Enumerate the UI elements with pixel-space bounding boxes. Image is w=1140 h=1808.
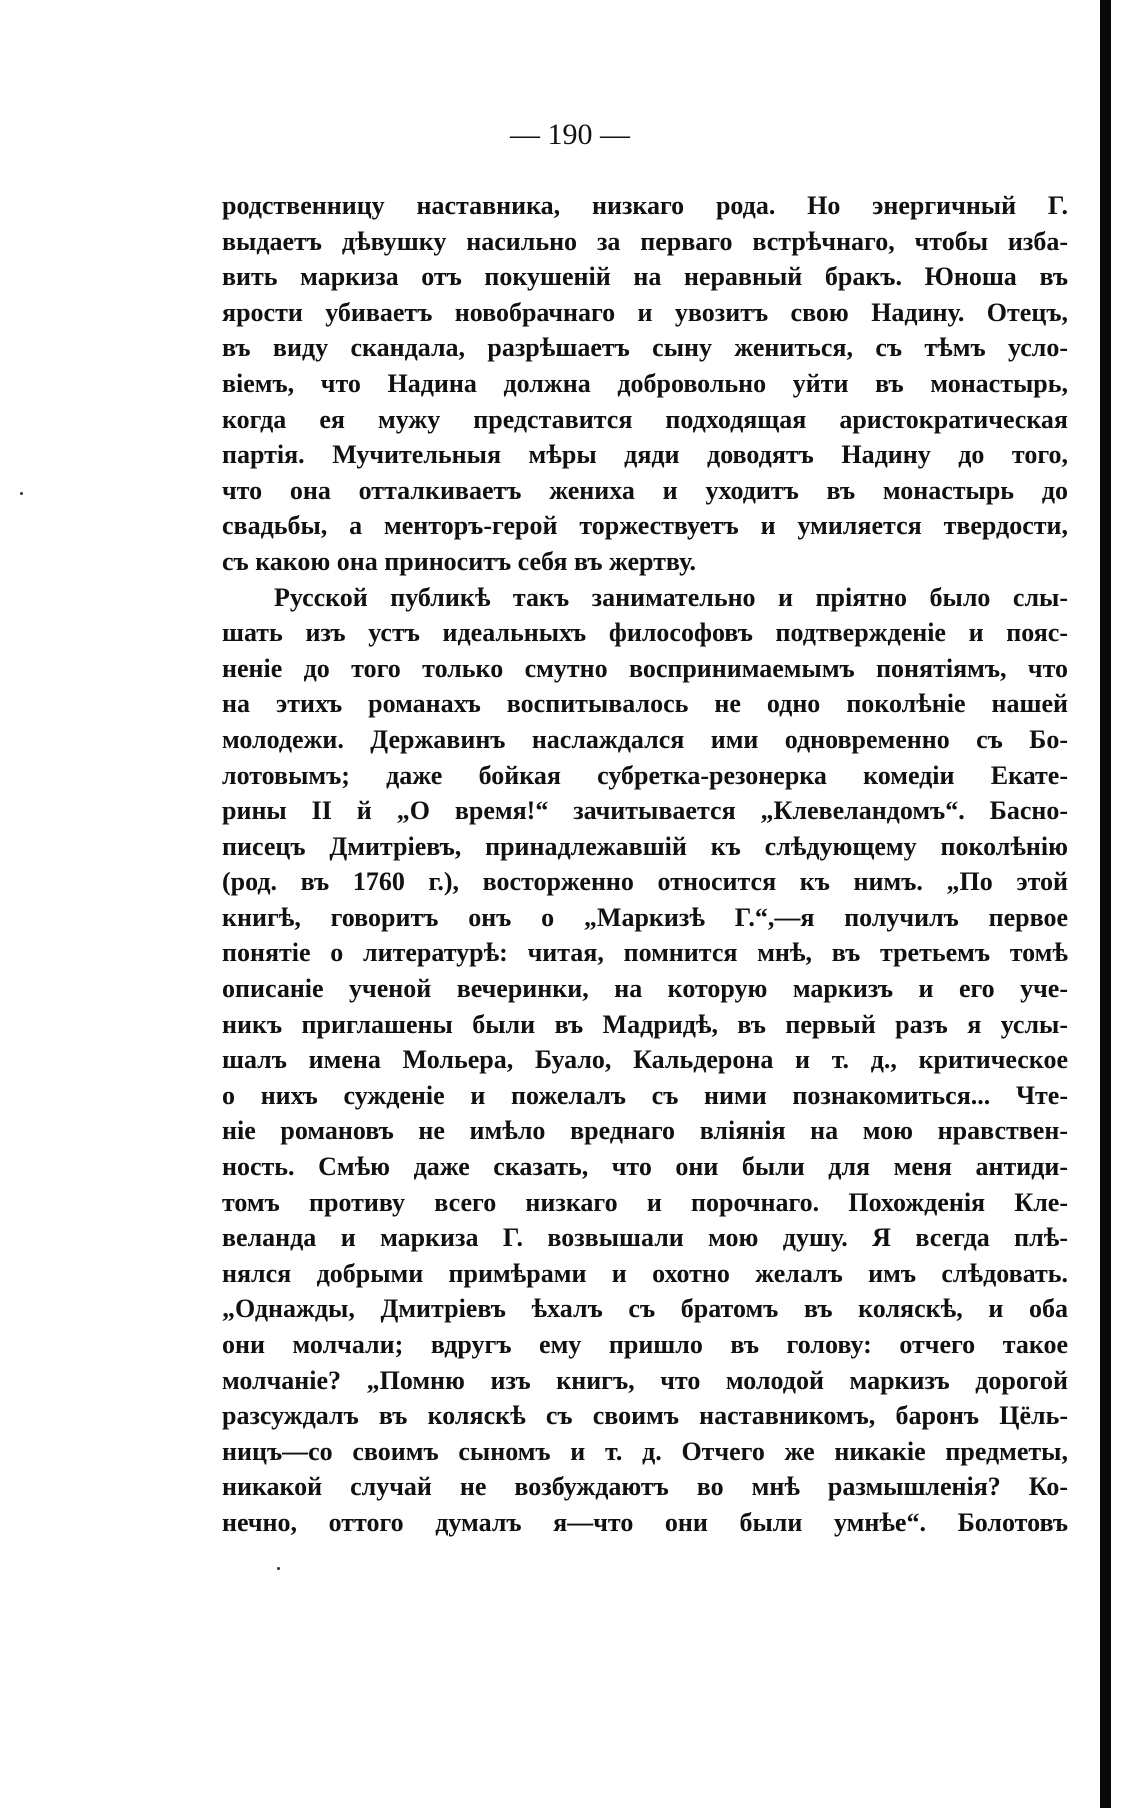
text-line: нечно, оттого думалъ я—что они были умнѣе“. Болотовъ	[222, 1507, 1068, 1537]
scan-edge-shadow	[1100, 0, 1111, 1808]
text-line: въ виду скандала, разрѣшаетъ сыну жениться, съ тѣмъ усло-	[222, 333, 1068, 363]
text-line: о нихъ сужденіе и пожелалъ съ ними познакомиться... Чте-	[222, 1080, 1068, 1110]
text-line: партія. Мучительныя мѣры дяди доводятъ Надину до того,	[222, 440, 1068, 470]
text-line: понятіе о литературѣ: читая, помнится мнѣ, въ третьемъ томѣ	[222, 938, 1068, 968]
text-line: описаніе ученой вечеринки, на которую маркизъ и его уче-	[222, 974, 1068, 1004]
text-line: ность. Смѣю даже сказать, что они были для меня антиди-	[222, 1152, 1068, 1182]
text-line: книгѣ, говоритъ онъ о „Маркизѣ Г.“,—я получилъ первое	[222, 902, 1068, 932]
paragraph	[222, 580, 1068, 1541]
text-line: писецъ Дмитріевъ, принадлежавшій къ слѣдующему поколѣнію	[222, 831, 1068, 861]
paragraph	[222, 188, 1068, 580]
text-line: ярости убиваетъ новобрачнаго и увозитъ свою Надину. Отецъ,	[222, 297, 1068, 327]
text-line: рины II й „О время!“ зачитывается „Клевеландомъ“. Басно-	[222, 796, 1068, 826]
text-line: выдаетъ дѣвушку насильно за перваго встрѣчнаго, чтобы изба-	[222, 226, 1068, 256]
scan-speck	[20, 492, 23, 495]
text-line: никъ приглашены были въ Мадридѣ, въ первый разъ я услы-	[222, 1009, 1068, 1039]
scan-speck	[277, 1567, 280, 1570]
text-line: вить маркиза отъ покушеній на неравный бракъ. Юноша въ	[222, 262, 1068, 292]
text-line: ніе романовъ не имѣло вреднаго вліянія на мою нравствен-	[222, 1116, 1068, 1146]
text-line: съ какою она приноситъ себя въ жертву.	[222, 546, 696, 576]
text-line: нялся добрыми примѣрами и охотно желалъ имъ слѣдовать.	[222, 1258, 1068, 1288]
text-line: свадьбы, а менторъ-герой торжествуетъ и умиляется твердости,	[222, 511, 1068, 541]
page-number: — 190 —	[510, 118, 630, 151]
text-line: віемъ, что Надина должна добровольно уйти въ монастырь,	[222, 368, 1068, 398]
text-line: неніе до того только смутно воспринимаемымъ понятіямъ, что	[222, 653, 1068, 683]
text-line: шалъ имена Мольера, Буало, Кальдерона и т. д., критическое	[222, 1045, 1068, 1075]
text-line: лотовымъ; даже бойкая субретка-резонерка комедіи Екате-	[222, 760, 1068, 790]
text-line: на этихъ романахъ воспитывалось не одно поколѣніе нашей	[222, 689, 1068, 719]
text-line: Русской публикѣ такъ занимательно и пріятно было слы-	[274, 582, 1068, 612]
text-line: разсуждалъ въ коляскѣ съ своимъ наставникомъ, баронъ Цёль-	[222, 1401, 1068, 1431]
text-line: ницъ—со своимъ сыномъ и т. д. Отчего же никакіе предметы,	[222, 1436, 1068, 1466]
text-line: родственницу наставника, низкаго рода. Но энергичный Г.	[222, 191, 1068, 220]
text-line: веланда и маркиза Г. возвышали мою душу. Я всегда плѣ-	[222, 1223, 1068, 1253]
text-line: (род. въ 1760 г.), восторженно относится къ нимъ. „По этой	[222, 867, 1068, 897]
text-line: что она отталкиваетъ жениха и уходитъ въ монастырь до	[222, 475, 1068, 505]
text-line: „Однажды, Дмитріевъ ѣхалъ съ братомъ въ коляскѣ, и оба	[222, 1294, 1068, 1324]
text-line: шать изъ устъ идеальныхъ философовъ подтвержденіе и пояс-	[222, 618, 1068, 648]
body-text	[222, 188, 1068, 1541]
text-line: когда ея мужу представится подходящая аристократическая	[222, 404, 1068, 434]
text-line: никакой случай не возбуждаютъ во мнѣ размышленія? Ко-	[222, 1472, 1068, 1502]
text-line: молчаніе? „Помню изъ книгъ, что молодой маркизъ дорогой	[222, 1365, 1068, 1395]
text-line: томъ противу всего низкаго и порочнаго. Похожденія Кле-	[222, 1187, 1068, 1217]
text-line: молодежи. Державинъ наслаждался ими одновременно съ Бо-	[222, 724, 1068, 754]
text-line: они молчали; вдругъ ему пришло въ голову: отчего такое	[222, 1330, 1068, 1359]
